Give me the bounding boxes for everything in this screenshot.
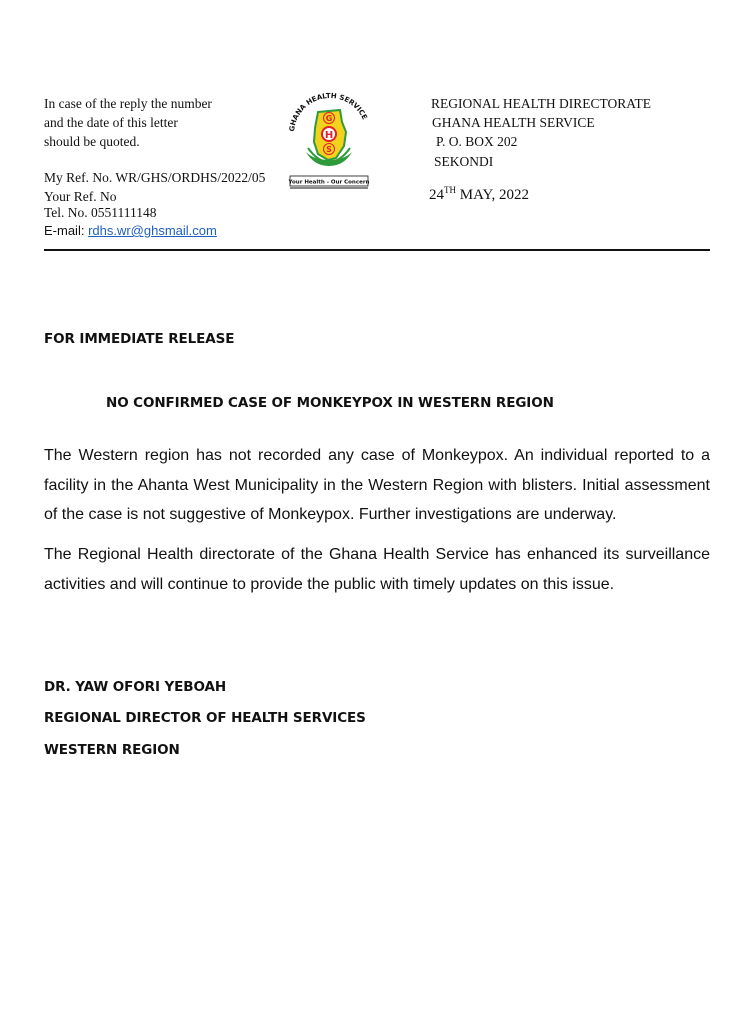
- header-divider: [44, 249, 710, 251]
- reply-instruction-line-3: should be quoted.: [44, 134, 140, 149]
- ghs-emblem-icon: [284, 88, 374, 190]
- signatory-name: DR. YAW OFORI YEBOAH: [44, 679, 227, 695]
- svg-text:S: S: [326, 145, 332, 154]
- signatory-region: WESTERN REGION: [44, 742, 180, 758]
- logo-arc-text: GHANA HEALTH SERVICE: [288, 91, 369, 133]
- svg-text:Your Health - Our Concern: Your Health - Our Concern: [288, 179, 370, 186]
- date-suffix: TH: [444, 185, 456, 195]
- date-day: 24: [429, 187, 444, 203]
- email-label: E-mail:: [44, 223, 89, 238]
- telephone-number: Tel. No. 0551111148: [44, 205, 157, 220]
- email-line: [44, 223, 217, 238]
- ghana-health-service-logo: [284, 88, 374, 190]
- svg-text:H: H: [324, 130, 334, 141]
- service-name: GHANA HEALTH SERVICE: [432, 115, 595, 130]
- city: SEKONDI: [434, 154, 494, 169]
- email-link[interactable]: rdhs.wr@ghsmail.com: [88, 223, 217, 238]
- po-box: P. O. BOX 202: [436, 134, 518, 149]
- my-reference: My Ref. No. WR/GHS/ORDHS/2022/05: [44, 170, 266, 185]
- your-reference: Your Ref. No: [44, 189, 117, 204]
- press-release-title: NO CONFIRMED CASE OF MONKEYPOX IN WESTERN REGION: [106, 395, 554, 411]
- body-paragraph-1: The Western region has not recorded any case of Monkeypox. An individual reported to a facility in the Ahanta West Municipality in the Western Region with blisters. Initial assessment of the case is not suggestive of Monkeypox. Further investigations are underway.: [44, 447, 710, 523]
- release-label: FOR IMMEDIATE RELEASE: [44, 331, 235, 347]
- directorate-name: REGIONAL HEALTH DIRECTORATE: [431, 96, 651, 111]
- date-month-year: MAY, 2022: [456, 187, 529, 203]
- letter-date: [429, 185, 529, 204]
- signatory-role: REGIONAL DIRECTOR OF HEALTH SERVICES: [44, 710, 366, 726]
- body-paragraph-2: The Regional Health directorate of the Ghana Health Service has enhanced its surveillance activities and will continue to provide the public with timely updates on this issue.: [44, 546, 710, 593]
- reply-instruction-line-2: and the date of this letter: [44, 115, 178, 130]
- reply-instruction-line-1: In case of the reply the number: [44, 96, 212, 111]
- svg-text:G: G: [325, 114, 333, 123]
